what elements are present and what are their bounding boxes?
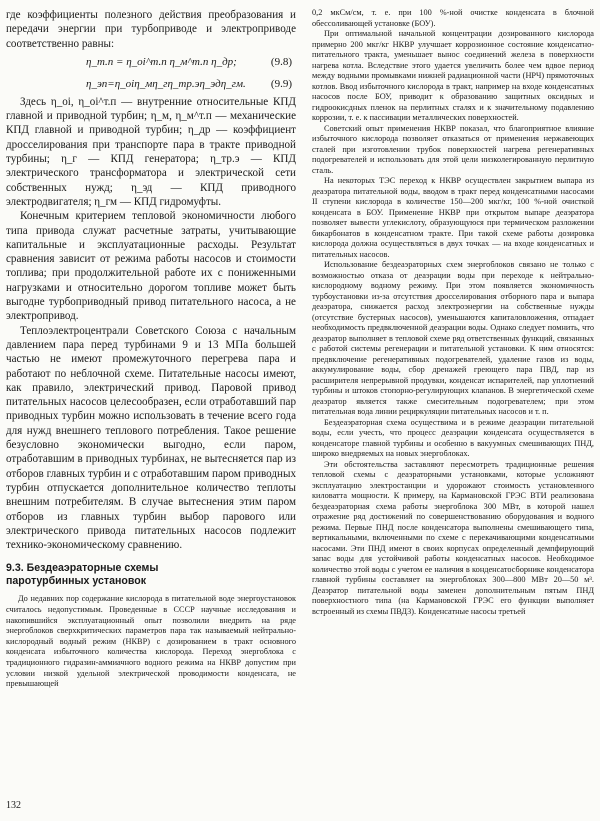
equation-number: (9.9) bbox=[270, 77, 292, 90]
equation-9-8 bbox=[6, 51, 296, 73]
page-number: 132 bbox=[6, 800, 21, 811]
paragraph: где коэффициенты полезного действия преобразования и передачи энергии при турбоприводе и электроприводе соответственно равны: bbox=[6, 9, 296, 50]
paragraph: Бездеаэраторная схема осуществима и в режиме деаэрации питательной воды, если учесть, что процесс деаэрации конденсата осуществляется в конденсаторе главной турбины и особенно в вакуумных смешивающих ПНД, широко внедряемых на новых энергоблоках. bbox=[312, 417, 594, 458]
paragraph: Конечным критерием тепловой экономичности любого типа привода служат расчетные затраты, учитывающие капитальные и эксплуатационные расходы. Результат сравнения зависит от режима работы насосов и стоимости топлива; при продолжительной работе их с пониженными нагрузками и относительно дорогом топливе может быть выгодне турбоприводный привод питательного насоса, а не электропривод. bbox=[6, 210, 296, 323]
paragraph: Использование бездеаэраторных схем энергоблоков связано не только с возможностью отказа от деаэрации воды при переходе к нейтрально-кислородному водному режиму. При этом появляется экономичность турбоустановки из-за отсутствия дросселирования отборного пара и выпара деаэратора, снижается расход электроэнергии на собственные нужды (отсутствие бустерных насосов), уменьшаются капиталовложения, отпадает необходимость предвключенной деаэрации воды. Однако следует помнить, что деаэратор выполняет в тепловой схеме ряд ответственных функций, связанных с работой системы регенерации и питательной установки. К ним относятся: предвключение регенеративных подогревателей, удаление газов из воды, аккумулирование воды, сбор дренажей греющего пара ПВД, пар из расширителя непрерывной продувки, конденсат испарителей, пар уплотнений турбины и штоков стопорно-регулирующих клапанов. В энергетической схеме деаэратор является также смесительным подогревателем; при этом питательная вода линии рециркуляции питательных насосов и т. п. bbox=[312, 260, 594, 416]
section-heading bbox=[6, 562, 296, 588]
right-column bbox=[312, 8, 594, 617]
paragraph: До недавних пор содержание кислорода в питательной воде энергоустановок считалось недопустимым. Проведенные в СССР научные исследования и накопившийся эксплуатационный опыт позволили внедрить на ряде энергоблоков сверхкритических параметров пара так называемый нейтрально-кислородный водный режим (НКВР) с дозированием в тракт основного конденсата избыточного количества кислорода. Переход энергоблока с традиционного гидразин-аммиачного водного режима на НКВР допустим при условии низкой удельной электрической проводимости конденсата, не превышающей bbox=[6, 594, 296, 689]
paragraph: На некоторых ТЭС переход к НКВР осуществлен закрытием выпара из деаэратора питательной воды, вводом в тракт перед конденсатными насосами II ступени кислорода в количестве 150—200 мкг/кг, 100 %-ной очисткой конденсата в БОУ. Применение НКВР при открытом выпаре деаэратора позволяет вывести углекислоту, образующуюся при термическом разложении бикарбонатов в конденсатном тракте. При такой схеме работы дозировка кислорода должна осуществляться в двух точках — на входе конденсатных и питательных насосов. bbox=[312, 176, 594, 259]
paragraph: Советский опыт применения НКВР показал, что благоприятное влияние избыточного кислорода позволяет отказаться от применения нержавеющих сталей при изготовлении трубок поверхностей нагрева регенеративных подогревателей и использовать для этой цели низколегированную перлитную сталь. bbox=[312, 123, 594, 175]
equation-9-9 bbox=[6, 73, 296, 95]
section-heading-line: 9.3. Бездеаэраторные схемы bbox=[6, 562, 159, 575]
paragraph: Теплоэлектроцентрали Советского Союза с начальным давлением пара перед турбинами 9 и 13 МПа большей частью не имеют промежуточного перегрева пара и работают по неблочной схеме. Питательные насосы имеют, как правило, электрический привод. Паровой привод питательных насосов целесообразен, если отработавший пар приводных турбин можно использовать в течение всего года для нужд внешнего теплового потребления. Такое решение безусловно экономически выгодно, если паром, отработавшим в приводных турбинах, не вытесняется пар из отборов главных турбин и с отработавшим паром приводных турбин отпускается дополнительное количество теплоты внешним потребителям. В случае вытеснения этим паром отборов из главных турбин выбор парового или электрического привода питательных насосов подлежит технико-экономическому сравнению. bbox=[6, 324, 296, 552]
equation-body: η_эп=η_oiη_мη_гη_тр.эη_эдη_гм. bbox=[86, 77, 246, 90]
paragraph: При оптимальной начальной концентрации дозированного кислорода примерно 200 мкг/кг НКВР улучшает коррозионное состояние конденсатно-питательного тракта, уменьшает вынос соединений железа в поверхности нагрева котла. Вследствие этого удается увеличить более чем вдвое период между водными промывками нижней радиационной части (НРЧ) прямоточных котлов. Ввод избыточного кислорода в тракт, например на входе конденсатных насосов после БОУ, приводит к образованию защитных оксидных и гидроокисдных пленок на перлитных сталях и к значительному подавлению коррозии, т. е. к пассивации металлических поверхностей. bbox=[312, 29, 594, 122]
section-heading-line: паротурбинных установок bbox=[6, 575, 146, 588]
equation-number: (9.8) bbox=[270, 55, 292, 68]
left-column bbox=[6, 8, 296, 690]
paragraph: Здесь η_oi, η_oi^т.п — внутренние относительные КПД главной и приводной турбин; η_м, η_м^т.п — механические КПД главной и приводной турбин; η_др — коэффициент дросселирования при транспорте пара в тракте приводной турбины; η_г — КПД генератора; η_тр.э — КПД электрического трансформатора и электрической сети собственных нужд; η_эд — КПД приводного электродвигателя; η_гм — КПД гидромуфты. bbox=[6, 95, 296, 208]
paragraph: 0,2 мкСм/см, т. е. при 100 %-ной очистке конденсата в блочной обессоливающей установке (БОУ). bbox=[312, 8, 594, 28]
equation-body: η_т.п = η_oi^т.п η_м^т.п η_др; bbox=[86, 55, 237, 68]
paragraph: Эти обстоятельства заставляют пересмотреть традиционные решения тепловой схемы с деаэраторными установками, которые усложняют эксплуатацию электростанции и удорожают стоимость установленного киловатта мощности. К примеру, на Кармановской ГРЭС ВТИ реализована бездеаэраторная схема работы энергоблока 300 МВт, в которой нашел отражение ряд достижений по совершенствованию оборудования и водного режима. Первые ПНД после конденсатора выполнены смешивающего типа, вертикальными, включенными по схеме с перекачивающими конденсатными насосами. Эти ПНД имеют в своих корпусах определенный демпфирующий запас воды для устойчивой работы конденсатных насосов. Необходимое количество этой воды с учетом ее наличия в конденсатосборнике конденсатора главной турбины составляет на энергоблоках 300—800 МВт 20—50 м³. Деаэратор питательной воды заменен дополнительным пятым ПНД поверхностного типа (на Кармановской ГРЭС его функции выполняет встроенный из схемы ПВД3). Конденсатные насосы третьей bbox=[312, 459, 594, 616]
